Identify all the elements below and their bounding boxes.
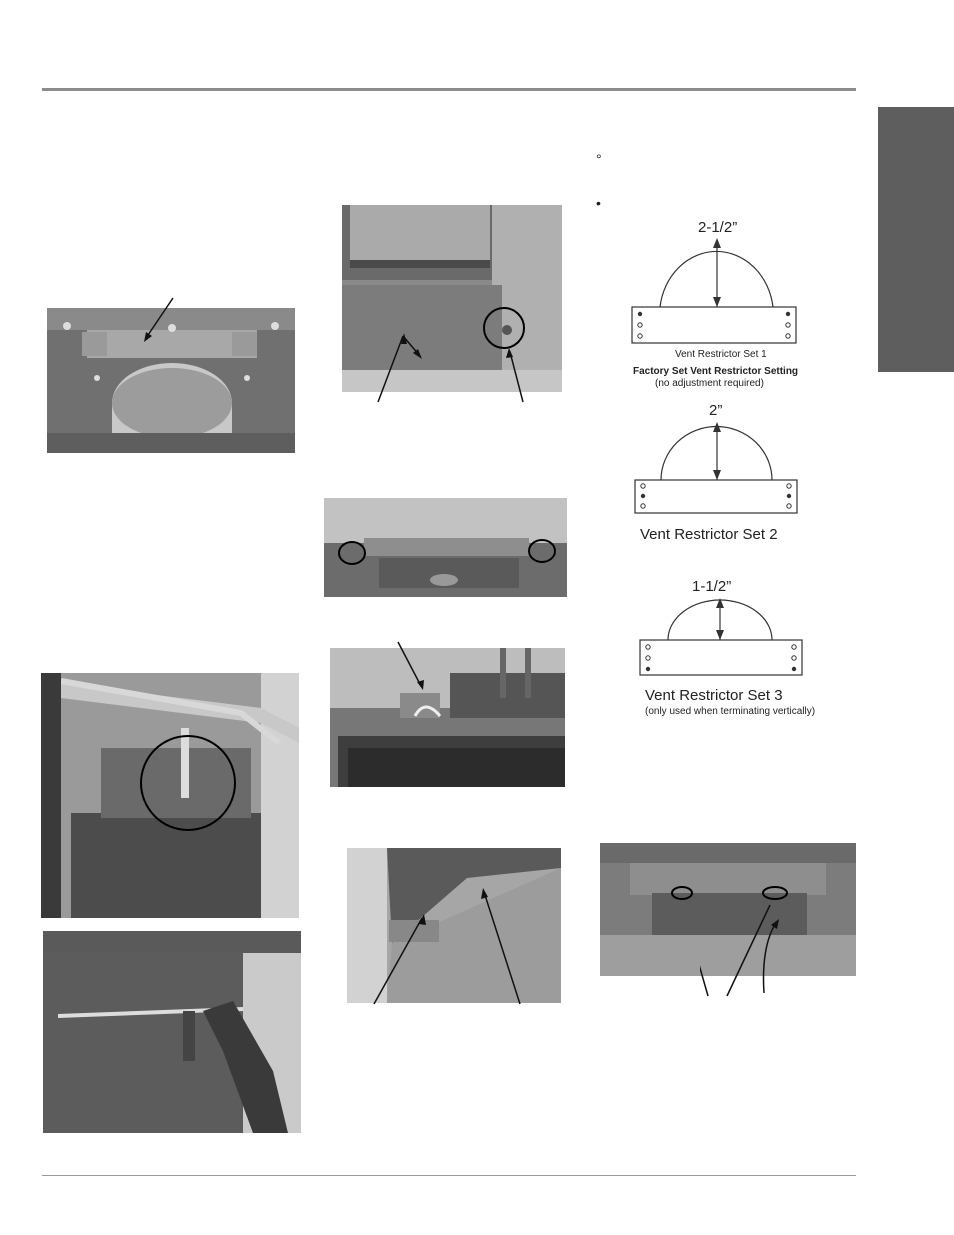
set3-name: Vent Restrictor Set 3: [645, 687, 783, 704]
set3-note: (only used when terminating vertically): [645, 706, 816, 717]
photo-screen-rod: [43, 931, 301, 1133]
header-rule: [42, 88, 856, 91]
photo7-callouts: [370, 880, 530, 1008]
diagram-set2: [633, 420, 803, 516]
set3-dimension: 1-1/2”: [692, 578, 732, 595]
set2-dimension: 2”: [709, 402, 723, 419]
section-tab: [878, 107, 954, 372]
set2-name: Vent Restrictor Set 2: [640, 526, 778, 543]
photo-top-brackets: [324, 498, 567, 597]
photo-screen-rod-corner: [41, 673, 299, 918]
photo2-callouts: [370, 300, 550, 410]
arrow-handle: [395, 640, 429, 692]
footer-rule: [42, 1175, 856, 1176]
arrow-vent-plate: [140, 296, 180, 344]
set1-dimension: 2-1/2”: [698, 219, 738, 236]
bullet-dot: •: [596, 195, 601, 211]
diagram-set3: [638, 596, 806, 678]
photo8-callouts: [700, 893, 800, 1003]
set1-name: Vent Restrictor Set 1: [675, 349, 767, 360]
bullet-degree: °: [596, 151, 602, 167]
set1-setting: Factory Set Vent Restrictor Setting: [633, 366, 799, 377]
set1-note: (no adjustment required): [655, 378, 764, 389]
diagram-set1: [630, 236, 800, 346]
photo-top-handle: [330, 648, 565, 787]
